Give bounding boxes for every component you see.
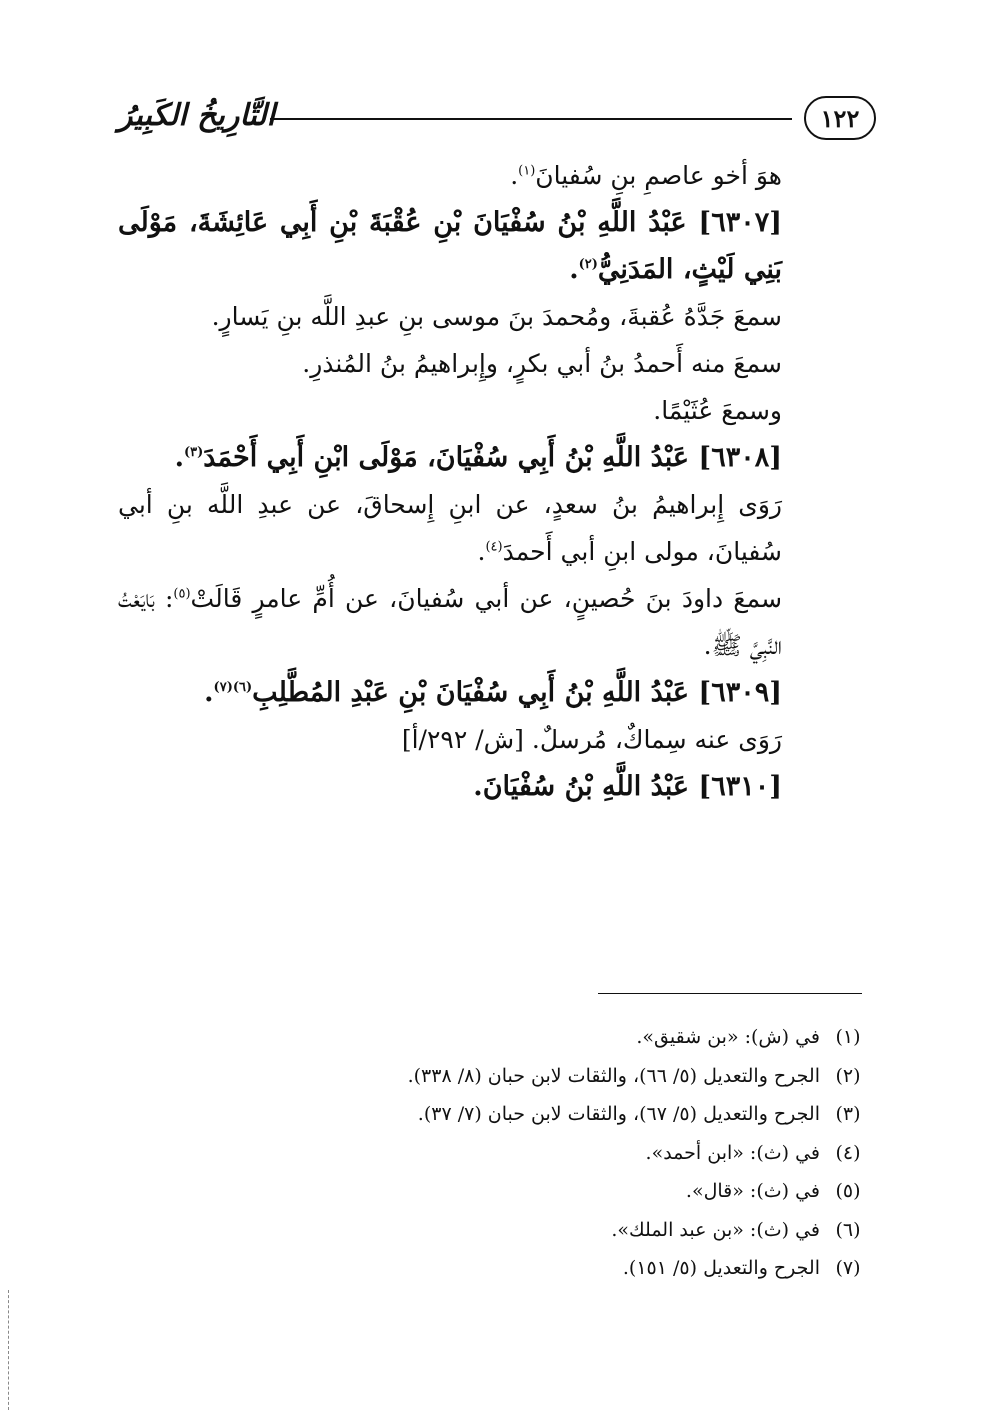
book-title: التَّارِيخُ الكَبِيرُ	[118, 98, 276, 133]
header-rule	[270, 118, 792, 120]
footnote-ref-6-7: (٦)(٧)	[213, 680, 253, 695]
footnote-4: (٤)في (ث): «ابن أحمد».	[645, 1141, 861, 1164]
footnote-2: (٢)الجرح والتعديل (٥/ ٦٦)، والثقات لابن حبان (٨/ ٣٣٨).	[407, 1064, 861, 1087]
scan-edge-mark	[8, 1290, 11, 1410]
paragraph-1: هوَ أخو عاصمِ بنِ سُفيانَ$^{(١)}$.	[510, 161, 782, 190]
paragraph-4: سمعَ منه أَحمدُ بنُ أبي بكرٍ، وإِبراهيمُ بنُ المُنذرِ.	[302, 349, 782, 378]
footnote-separator	[598, 993, 862, 994]
footnote-3: (٣)الجرح والتعديل (٥/ ٦٧)، والثقات لابن حبان (٧/ ٣٧).	[417, 1103, 861, 1125]
paragraph-10: رَوَى عنه سِماكٌ، مُرسلٌ. [ش/ ٢٩٢/أ]	[401, 725, 782, 754]
entry-6308: [٦٣٠٨] عَبْدُ اللَّهِ بْنُ أَبِي سُفْيَانَ، مَوْلَى ابْنِ أَبِي أَحْمَدَ$^{(٣)}$.	[174, 442, 782, 473]
entry-6310: [٦٣١٠] عَبْدُ اللَّهِ بْنُ سُفْيَانَ.	[473, 771, 782, 802]
paragraph-7: رَوَى إِبراهيمُ بنُ سعدٍ، عن ابنِ إِسحاقَ، عن عبدِ اللَّه بنِ أبي سُفيانَ، مولى ابنِ أبي أَحمدَ$^{(٤)}$.	[118, 490, 782, 566]
page-header	[118, 96, 876, 146]
main-text	[118, 152, 876, 810]
footnote-1: (١)في (ش): «بن شقيق».	[636, 1026, 861, 1048]
footnotes	[118, 1018, 876, 1288]
footnote-ref-1: (١)	[518, 163, 536, 179]
footnote-5: (٥)في (ث): «قال».	[685, 1180, 861, 1202]
footnote-7: (٧)الجرح والتعديل (٥/ ١٥١).	[622, 1257, 861, 1279]
paragraph-5: وسمعَ عُثَيْمًا.	[653, 396, 782, 425]
footnote-ref-5: (٥)	[173, 586, 191, 602]
entry-6309: [٦٣٠٩] عَبْدُ اللَّهِ بْنُ أَبِي سُفْيَانَ بْنِ عَبْدِ المُطَّلِبِ$^{(٦)(٧)}$.	[204, 677, 782, 708]
paragraph-8: سمعَ داودَ بنَ حُصينٍ، عن أبي سُفيانَ، عن أُمِّ عامرٍ قَالَتْ$^{(٥)}$: بَايَعْتُ النَّبِيَّ ﷺ.	[118, 584, 783, 660]
paragraph-3: سمعَ جَدَّهُ عُقبةَ، ومُحمدَ بنَ موسى بنِ عبدِ اللَّه بنِ يَسارٍ.	[211, 302, 782, 331]
footnote-6: (٦)في (ث): «بن عبد الملك».	[611, 1218, 861, 1241]
footnote-ref-3: (٣)	[183, 445, 204, 460]
page-number: ١٢٢	[804, 96, 876, 140]
footnote-ref-4: (٤)	[485, 539, 503, 555]
footnote-ref-2: (٢)	[578, 257, 598, 272]
entry-6307: [٦٣٠٧] عَبْدُ اللَّهِ بْنُ سُفْيَانَ بْنِ عُقْبَةَ بْنِ أَبِي عَائِشَةَ، مَوْلَى بَنِي لَيْثٍ، المَدَنِيُّ$^{(٢)}$.	[118, 207, 782, 285]
